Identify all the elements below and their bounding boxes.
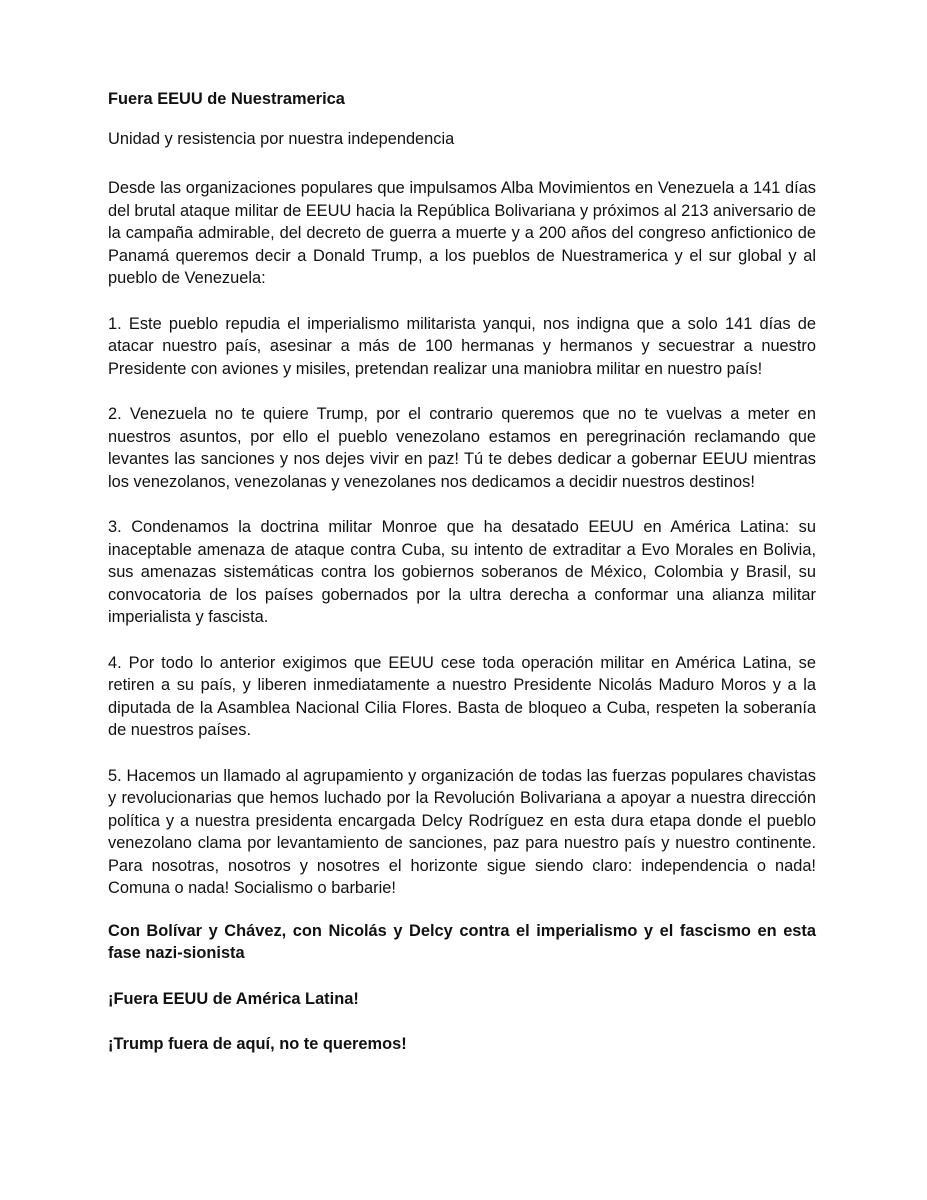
point-1: 1. Este pueblo repudia el imperialismo militarista yanqui, nos indigna que a solo 141 días de atacar nuestro país, asesinar a más de 100 hermanas y hermanos y secuestrar a nuestro Presidente con aviones y misiles, pretendan realizar una maniobra militar en nuestro país! [108,314,816,378]
document-title: Fuera EEUU de Nuestramerica [108,90,345,108]
closing-statement: Con Bolívar y Chávez, con Nicolás y Delcy contra el imperialismo y el fascismo en esta fase nazi-sionista [108,921,816,962]
document-subtitle: Unidad y resistencia por nuestra independencia [108,129,455,148]
closing-slogan-2: ¡Trump fuera de aquí, no te queremos! [108,1035,407,1053]
point-4: 4. Por todo lo anterior exigimos que EEUU cese toda operación militar en América Latina, se retiren a su país, y liberen inmediatamente a nuestro Presidente Nicolás Maduro Moros y a la diputada de la Asamblea Nacional Cilia Flores. Basta de bloqueo a Cuba, respeten la soberanía de nuestros países. [108,653,816,739]
point-3: 3. Condenamos la doctrina militar Monroe que ha desatado EEUU en América Latina: su inaceptable amenaza de ataque contra Cuba, su intento de extraditar a Evo Morales en Bolivia, sus amenazas sistemáticas contra los gobiernos soberanos de México, Colombia y Brasil, su convocatoria de los países gobernados por la ultra derecha a conformar una alianza militar imperialista y fascista. [108,518,816,626]
point-5: 5. Hacemos un llamado al agrupamiento y organización de todas las fuerzas populares chavistas y revolucionarias que hemos luchado por la Revolución Bolivariana a apoyar a nuestra dirección política y a nuestra presidenta encargada Delcy Rodríguez en esta dura etapa donde el pueblo venezolano clama por levantamiento de sanciones, paz para nuestro país y nuestro continente. Para nosotras, nosotros y nosotres el horizonte sigue siendo claro: independencia o nada! Comuna o nada! Socialismo o barbarie! [108,766,816,897]
point-2: 2. Venezuela no te quiere Trump, por el contrario queremos que no te vuelvas a meter en nuestros asuntos, por ello el pueblo venezolano estamos en peregrinación reclamando que levantes las sanciones y nos dejes vivir en paz! Tú te debes dedicar a gobernar EEUU mientras los venezolanos, venezolanas y venezolanes nos dedicamos a decidir nuestros destinos! [108,405,816,491]
closing-slogan-1: ¡Fuera EEUU de América Latina! [108,989,359,1008]
intro-paragraph: Desde las organizaciones populares que impulsamos Alba Movimientos en Venezuela a 141 días del brutal ataque militar de EEUU hacia la República Bolivariana y próximos al 213 aniversario de la campaña admirable, del decreto de guerra a muerte y a 200 años del congreso anfictionico de Panamá queremos decir a Donald Trump, a los pueblos de Nuestramerica y el sur global y al pueblo de Venezuela: [108,179,816,287]
document-page [108,88,816,1079]
